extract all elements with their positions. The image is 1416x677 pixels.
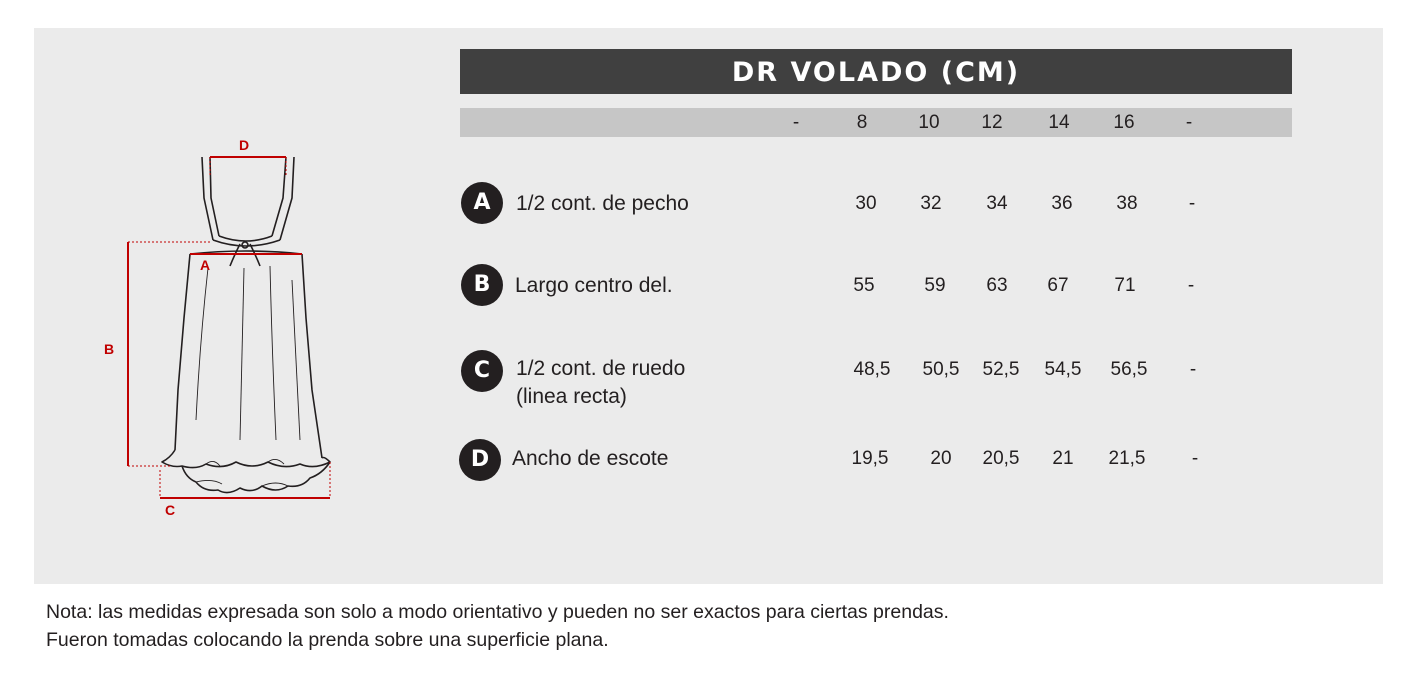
table-cell: 48,5 [853,359,891,380]
table-cell: - [1189,359,1197,380]
size-header-cell: 14 [1048,112,1070,133]
table-cell: 55 [853,275,875,296]
row-label: 1/2 cont. de pecho [516,192,689,215]
row-badge-d: D [459,439,501,481]
row-badge-b: B [461,264,503,306]
row-label: 1/2 cont. de ruedo [516,357,686,380]
table-cell: - [1191,448,1199,469]
table-cell: 38 [1116,193,1138,214]
table-cell: 20,5 [982,448,1020,469]
size-header-row [460,108,1292,137]
table-cell: 50,5 [922,359,960,380]
table-cell: 30 [855,193,877,214]
table-cell: 56,5 [1110,359,1148,380]
table-cell: 54,5 [1044,359,1082,380]
table-cell: 21 [1052,448,1074,469]
dim-label-d: D [239,137,250,153]
table-cell: - [1187,275,1195,296]
table-cell: 32 [920,193,942,214]
table-cell: - [1188,193,1196,214]
table-cell: 63 [986,275,1008,296]
table-cell: 21,5 [1108,448,1146,469]
note-line-1: Nota: las medidas expresada son solo a modo orientativo y pueden no ser exactos para ciertas prendas. [46,601,949,623]
note-line-2: Fueron tomadas colocando la prenda sobre una superficie plana. [46,629,609,651]
size-header-cell: 10 [918,112,940,133]
size-header-cell: - [792,112,800,133]
table-cell: 59 [924,275,946,296]
size-header-cell: 12 [981,112,1003,133]
dress-sketch-icon [0,0,440,560]
chart-title: DR VOLADO (CM) [460,49,1292,94]
size-header-cell: - [1185,112,1193,133]
row-badge-a: A [461,182,503,224]
size-header-cell: 16 [1113,112,1135,133]
row-label: Largo centro del. [515,274,673,297]
table-cell: 36 [1051,193,1073,214]
row-label-secondary: (linea recta) [516,385,627,408]
table-cell: 52,5 [982,359,1020,380]
size-header-cell: 8 [856,112,868,133]
table-cell: 67 [1047,275,1069,296]
table-cell: 19,5 [851,448,889,469]
table-cell: 20 [930,448,952,469]
table-cell: 71 [1114,275,1136,296]
dim-label-a: A [200,257,211,273]
dim-label-c: C [165,502,176,518]
row-label: Ancho de escote [512,447,669,470]
dim-label-b: B [104,341,115,357]
row-badge-c: C [461,350,503,392]
disclaimer-note [46,598,949,654]
table-cell: 34 [986,193,1008,214]
